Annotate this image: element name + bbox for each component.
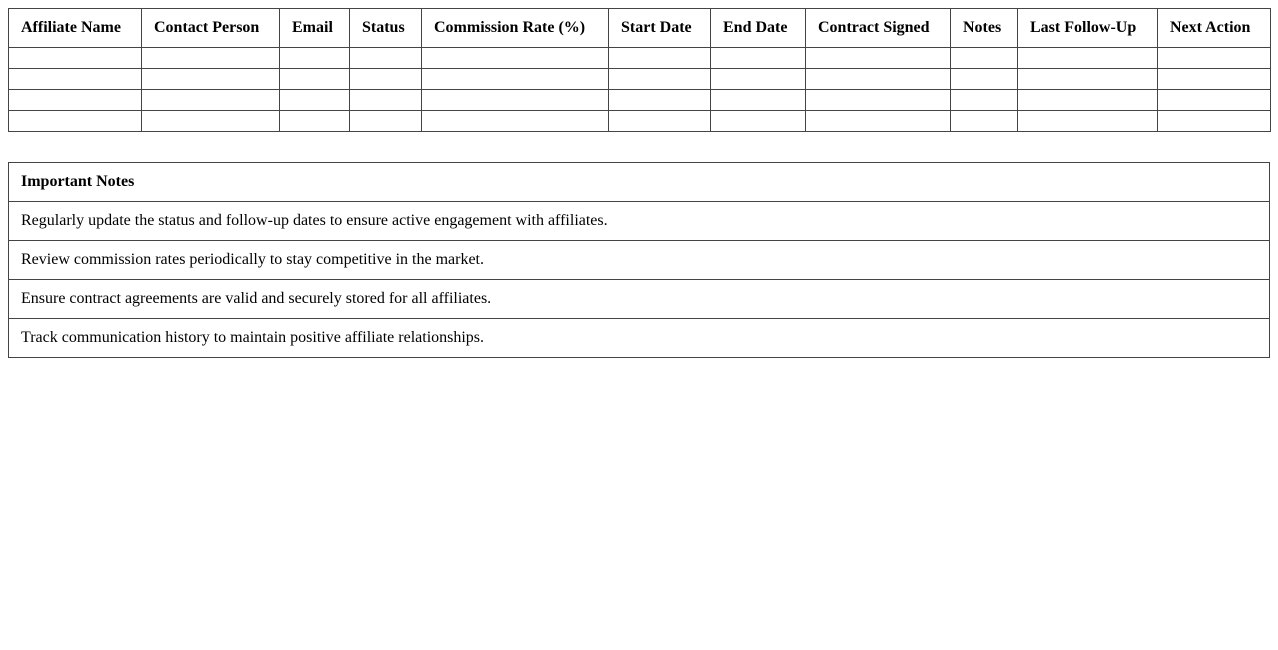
table-cell[interactable]: [422, 90, 609, 111]
table-cell[interactable]: [806, 90, 951, 111]
table-cell[interactable]: [350, 69, 422, 90]
table-cell[interactable]: [9, 90, 142, 111]
table-cell[interactable]: [1158, 48, 1271, 69]
table-row: [9, 90, 1271, 111]
table-row: [9, 48, 1271, 69]
table-cell[interactable]: [951, 48, 1018, 69]
table-cell[interactable]: [711, 69, 806, 90]
table-cell[interactable]: [806, 69, 951, 90]
table-cell[interactable]: [280, 48, 350, 69]
table-cell[interactable]: [142, 69, 280, 90]
table-cell[interactable]: [350, 111, 422, 132]
table-header-row: [9, 9, 1271, 48]
table-cell[interactable]: [609, 111, 711, 132]
table-cell[interactable]: [1018, 48, 1158, 69]
table-cell[interactable]: [9, 69, 142, 90]
table-cell[interactable]: [422, 48, 609, 69]
note-item: Ensure contract agreements are valid and securely stored for all affiliates.: [9, 280, 1270, 319]
table-cell[interactable]: [1018, 111, 1158, 132]
table-cell[interactable]: [422, 69, 609, 90]
column-header-notes: Notes: [951, 9, 1018, 48]
column-header-status: Status: [350, 9, 422, 48]
table-cell[interactable]: [142, 48, 280, 69]
table-cell[interactable]: [142, 90, 280, 111]
affiliate-tracker-table: [8, 8, 1271, 132]
table-cell[interactable]: [280, 90, 350, 111]
table-cell[interactable]: [9, 48, 142, 69]
table-cell[interactable]: [1018, 90, 1158, 111]
table-cell[interactable]: [951, 111, 1018, 132]
table-cell[interactable]: [1018, 69, 1158, 90]
table-cell[interactable]: [422, 111, 609, 132]
column-header-last-follow-up: Last Follow-Up: [1018, 9, 1158, 48]
table-cell[interactable]: [350, 48, 422, 69]
note-item: Regularly update the status and follow-up dates to ensure active engagement with affiliates.: [9, 202, 1270, 241]
note-item: Review commission rates periodically to stay competitive in the market.: [9, 241, 1270, 280]
table-cell[interactable]: [806, 111, 951, 132]
table-cell[interactable]: [806, 48, 951, 69]
column-header-affiliate-name: Affiliate Name: [9, 9, 142, 48]
note-row: [9, 280, 1270, 319]
important-notes-table: [8, 162, 1270, 358]
table-cell[interactable]: [711, 48, 806, 69]
table-cell[interactable]: [1158, 69, 1271, 90]
table-cell[interactable]: [951, 90, 1018, 111]
table-cell[interactable]: [9, 111, 142, 132]
table-cell[interactable]: [609, 90, 711, 111]
note-row: [9, 202, 1270, 241]
column-header-start-date: Start Date: [609, 9, 711, 48]
note-item: Track communication history to maintain positive affiliate relationships.: [9, 319, 1270, 358]
column-header-email: Email: [280, 9, 350, 48]
table-cell[interactable]: [609, 48, 711, 69]
column-header-end-date: End Date: [711, 9, 806, 48]
table-cell[interactable]: [609, 69, 711, 90]
table-row: [9, 69, 1271, 90]
column-header-next-action: Next Action: [1158, 9, 1271, 48]
table-cell[interactable]: [280, 69, 350, 90]
notes-heading: Important Notes: [9, 163, 1270, 202]
table-cell[interactable]: [1158, 111, 1271, 132]
table-cell[interactable]: [711, 90, 806, 111]
table-cell[interactable]: [951, 69, 1018, 90]
table-cell[interactable]: [1158, 90, 1271, 111]
table-row: [9, 111, 1271, 132]
table-cell[interactable]: [711, 111, 806, 132]
table-cell[interactable]: [350, 90, 422, 111]
note-row: [9, 241, 1270, 280]
notes-header-row: [9, 163, 1270, 202]
table-cell[interactable]: [280, 111, 350, 132]
table-cell[interactable]: [142, 111, 280, 132]
note-row: [9, 319, 1270, 358]
column-header-commission-rate: Commission Rate (%): [422, 9, 609, 48]
column-header-contact-person: Contact Person: [142, 9, 280, 48]
column-header-contract-signed: Contract Signed: [806, 9, 951, 48]
